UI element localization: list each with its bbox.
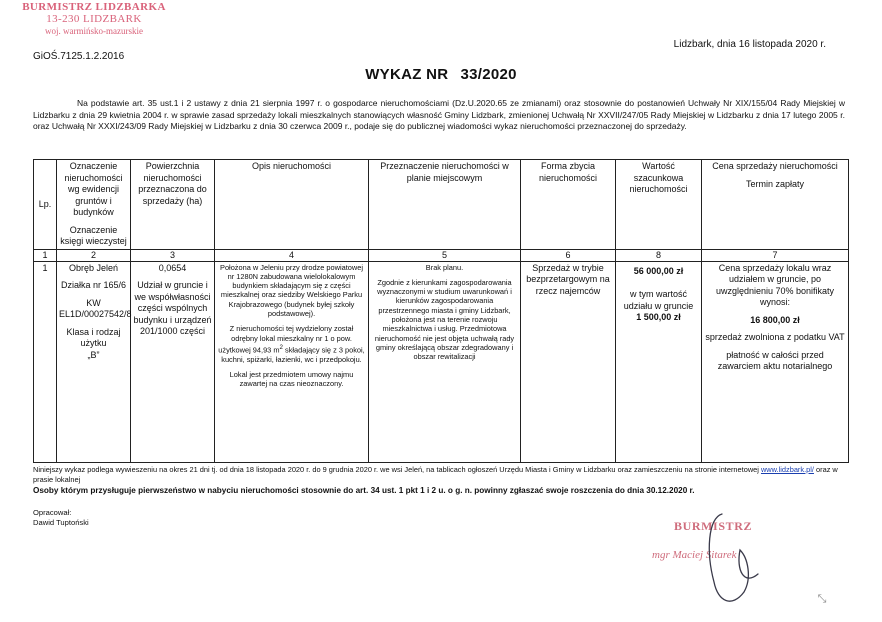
header-description: Opis nieruchomości bbox=[215, 160, 369, 250]
plan-status: Brak planu. bbox=[425, 262, 464, 272]
precinct: Obręb Jeleń bbox=[68, 262, 119, 273]
description-unit bbox=[217, 324, 366, 364]
case-reference: GiOŚ.7125.1.2.2016 bbox=[33, 51, 125, 62]
cell-plan-purpose bbox=[369, 261, 521, 463]
stamp-line-1: BURMISTRZ LIDZBARKA bbox=[22, 1, 166, 13]
header-plan-purpose: Przeznaczenie nieruchomości w planie miejscowym bbox=[369, 160, 521, 250]
column-number: 7 bbox=[702, 249, 849, 261]
land-share-note: w tym wartość udziału w gruncie bbox=[623, 289, 694, 311]
land-share-value: 1 500,00 zł bbox=[636, 312, 681, 322]
header-estimated-value: Wartość szacunkowa nieruchomości bbox=[616, 160, 702, 250]
header-sale-price bbox=[702, 160, 849, 250]
header-lp: Lp. bbox=[34, 160, 57, 250]
header-designation-registry: Oznaczenie nieruchomości wg ewidencji gruntów i budynków bbox=[64, 161, 123, 217]
header-payment-term: Termin zapłaty bbox=[745, 178, 805, 189]
priority-notice: Osoby którym przysługuje pierwszeństwo w nabyciu nieruchomości stosownie do art. 34 ust. 1 pkt 1 i 2 u. o g. n. powinny zgłaszać swoje roszczenia do dnia 30.12.2020 r. bbox=[33, 486, 695, 496]
header-disposal-form: Forma zbycia nieruchomości bbox=[521, 160, 616, 250]
plot-number: Działka nr 165/6 bbox=[60, 280, 127, 290]
land-use-class: Klasa i rodzaj użytku bbox=[66, 326, 121, 348]
column-number: 4 bbox=[215, 249, 369, 261]
prepared-label: Opracował: bbox=[33, 508, 72, 517]
document-title bbox=[0, 66, 882, 83]
stamp-line-3: woj. warmińsko-mazurskie bbox=[45, 25, 143, 36]
cell-designation bbox=[57, 261, 131, 463]
column-number-row bbox=[34, 249, 849, 261]
office-stamp bbox=[14, 1, 174, 36]
sale-price: 16 800,00 zł bbox=[750, 314, 800, 325]
cell-description bbox=[215, 261, 369, 463]
plan-details: Zgodnie z kierunkami zagospodarowania wyznaczonymi w studium uwarunkowań i kierunków zagospodarowania przestrzennego miasta i gminy Lidzbark, położona jest na terenie rozwoju mieszkalnictwa i usług. Przedmiotowa nieruchomość nie jest objęta uchwałą rady gminy określającą obszar zdegradowany i obszar rewitalizacji bbox=[374, 277, 515, 362]
signature-title: BURMISTRZ bbox=[674, 519, 753, 533]
website-link[interactable]: www.lidzbark.pl/ bbox=[760, 465, 814, 474]
cell-sale-price bbox=[702, 261, 849, 463]
description-location: Położona w Jeleniu przy drodze powiatowej nr 1280N zabudowana wielolokalowym budynkiem składającym się z części mieszkalnej oraz siedziby Welskiego Parku Krajobrazowego (budynek byłej szkoły podstawowej). bbox=[220, 262, 363, 318]
stamp-line-2: 13-230 LIDZBARK bbox=[46, 13, 142, 26]
posting-text-end: oraz w prasie lokalnej bbox=[33, 465, 838, 484]
cell-area bbox=[131, 261, 215, 463]
land-use-class-value: „B” bbox=[87, 349, 100, 360]
cell-lp: 1 bbox=[34, 261, 57, 463]
title-label: WYKAZ NR bbox=[365, 66, 449, 83]
area-unit-superscript: 2 bbox=[279, 343, 283, 351]
column-number: 5 bbox=[369, 249, 521, 261]
column-number: 6 bbox=[521, 249, 616, 261]
land-share: Udział w gruncie i we współwłasności części wspólnych budynku i urządzeń 201/1000 części bbox=[133, 280, 212, 336]
estimated-value: 56 000,00 zł bbox=[633, 265, 684, 276]
price-description: Cena sprzedaży lokalu wraz udziałem w gruncie, po uwzględnieniu 70% bonifikaty wynosi: bbox=[715, 262, 835, 307]
property-table bbox=[33, 159, 849, 463]
vat-note: sprzedaż zwolniona z podatku VAT bbox=[705, 332, 845, 342]
header-designation-landbook: Oznaczenie księgi wieczystej bbox=[60, 224, 127, 246]
landbook-number: EL1D/00027542/8 bbox=[59, 309, 132, 319]
description-lease: Lokal jest przedmiotem umowy najmu zawartej na czas nieoznaczony. bbox=[229, 369, 354, 389]
posting-notes bbox=[33, 465, 848, 496]
place-date: Lidzbark, dnia 16 listopada 2020 r. bbox=[673, 39, 826, 50]
table-row bbox=[34, 261, 849, 463]
posting-info bbox=[33, 465, 848, 484]
signature-name: mgr Maciej Sitarek bbox=[652, 549, 737, 561]
mayor-signature-block bbox=[648, 512, 788, 612]
area-value: 0,0654 bbox=[158, 262, 187, 273]
prepared-by bbox=[33, 508, 89, 527]
header-designation bbox=[57, 160, 131, 250]
intro-paragraph: Na podstawie art. 35 ust.1 i 2 ustawy z dnia 21 sierpnia 1997 r. o gospodarce nieruchomościami (Dz.U.2020.65 ze zmianami) oraz stosownie do postanowień Uchwały Nr XIX/155/04 Rady Miejskiej w Lidzbarku z dnia 29 kwietnia 2004 r. w sprawie zasad sprzedaży lokali mieszkalnych stanowiących własność Gminy Lidzbark, zmienionej Uchwałą Nr XXVII/247/05 Rady Miejskiej w Lidzbarku z dnia 17 lutego 2005 r. oraz Uchwałą Nr XXXI/243/09 Rady Miejskiej w Lidzbarku z dnia 30 czerwca 2009 r., podaje się do publicznej wiadomości wykaz nieruchomości przeznaczonej do sprzedaży. bbox=[33, 98, 845, 131]
posting-text: Niniejszy wykaz podlega wywieszeniu na okres 21 dni tj. od dnia 18 listopada 2020 r. do 9 grudnia 2020 r. we wsi Jeleń, na tablicach ogłoszeń Urzędu Miasta i Gminy w Lidzbarku oraz zamieszczeniu na stronie internetowej bbox=[33, 465, 759, 474]
cell-estimated-value bbox=[616, 261, 702, 463]
description-unit-rooms: składający się z 3 pokoi, kuchni, spiżarki, łazienki, wc i przedpokoju. bbox=[221, 345, 365, 364]
column-number: 1 bbox=[34, 249, 57, 261]
table-header-row bbox=[34, 160, 849, 250]
prepared-name: Dawid Tuptoński bbox=[33, 517, 89, 527]
column-number: 2 bbox=[57, 249, 131, 261]
header-area: Powierzchnia nieruchomości przeznaczona do sprzedaży (ha) bbox=[131, 160, 215, 250]
payment-term: płatność w całości przed zawarciem aktu notarialnego bbox=[717, 349, 833, 371]
column-number: 8 bbox=[616, 249, 702, 261]
expand-icon[interactable]: ⤡ bbox=[817, 593, 827, 605]
landbook-label: KW bbox=[86, 297, 101, 308]
description-unit-text: Z nieruchomości tej wydzielony został odrębny lokal mieszkalny nr 1 o pow. użytkowej 94,93 m bbox=[218, 324, 354, 355]
cell-disposal-form: Sprzedaż w trybie bezprzetargowym na rzecz najemców bbox=[521, 261, 616, 463]
column-number: 3 bbox=[131, 249, 215, 261]
title-number: 33/2020 bbox=[460, 66, 517, 83]
handwritten-signature bbox=[648, 512, 788, 612]
header-price-label: Cena sprzedaży nieruchomości bbox=[712, 161, 838, 171]
